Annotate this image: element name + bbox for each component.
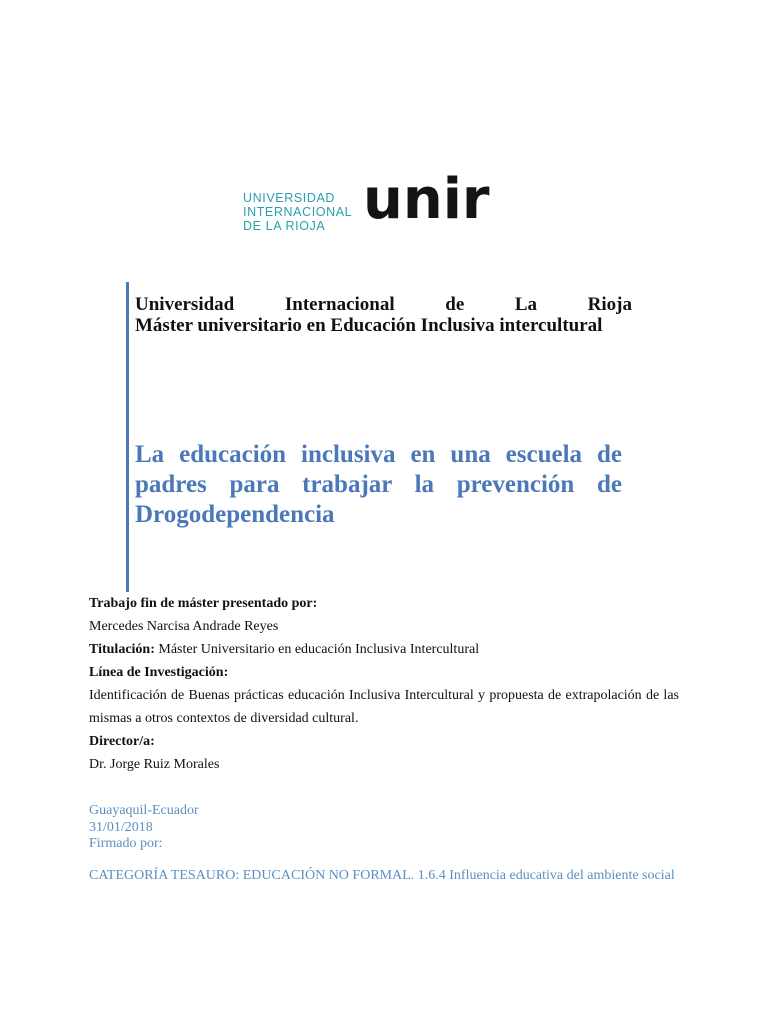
thesis-details bbox=[89, 592, 679, 776]
master-program: Máster universitario en Educación Inclusiva intercultural bbox=[135, 315, 603, 336]
degree-value: Máster Universitario en educación Inclusiva Intercultural bbox=[158, 642, 480, 657]
author-name: Mercedes Narcisa Andrade Reyes bbox=[89, 619, 279, 634]
degree-label: Titulación: bbox=[89, 642, 155, 657]
unir-logo bbox=[243, 167, 543, 246]
logo-line-2: INTERNACIONAL bbox=[243, 205, 353, 219]
institution-header bbox=[135, 294, 632, 336]
thesaurus-category: CATEGORÍA TESAURO: EDUCACIÓN NO FORMAL. 1.6.4 Influencia educativa del ambiente social bbox=[89, 868, 675, 883]
director-label: Director/a: bbox=[89, 734, 155, 749]
logo-line-1: UNIVERSIDAD bbox=[243, 191, 336, 205]
thesis-title: La educación inclusiva en una escuela de padres para trabajar la prevención de Drogodependencia bbox=[135, 441, 622, 528]
logo-wordmark: unir bbox=[363, 167, 490, 232]
university-name: Universidad Internacional de La Rioja bbox=[135, 294, 632, 315]
place: Guayaquil-Ecuador bbox=[89, 803, 199, 818]
vertical-accent-rule bbox=[126, 282, 129, 592]
signed-by: Firmado por: bbox=[89, 836, 163, 851]
research-line-label: Línea de Investigación: bbox=[89, 665, 229, 680]
date: 31/01/2018 bbox=[89, 819, 153, 835]
logo-line-3: DE LA RIOJA bbox=[243, 219, 326, 233]
degree-line bbox=[89, 638, 679, 661]
research-line-value: Identificación de Buenas prácticas educación Inclusiva Intercultural y propuesta de extrapolación de las mismas a otros contextos de diversidad cultural. bbox=[89, 688, 679, 726]
place-date-block bbox=[89, 803, 679, 853]
logo-institution-name bbox=[243, 191, 352, 233]
director-name: Dr. Jorge Ruiz Morales bbox=[89, 757, 220, 772]
presented-by-label: Trabajo fin de máster presentado por: bbox=[89, 596, 318, 611]
